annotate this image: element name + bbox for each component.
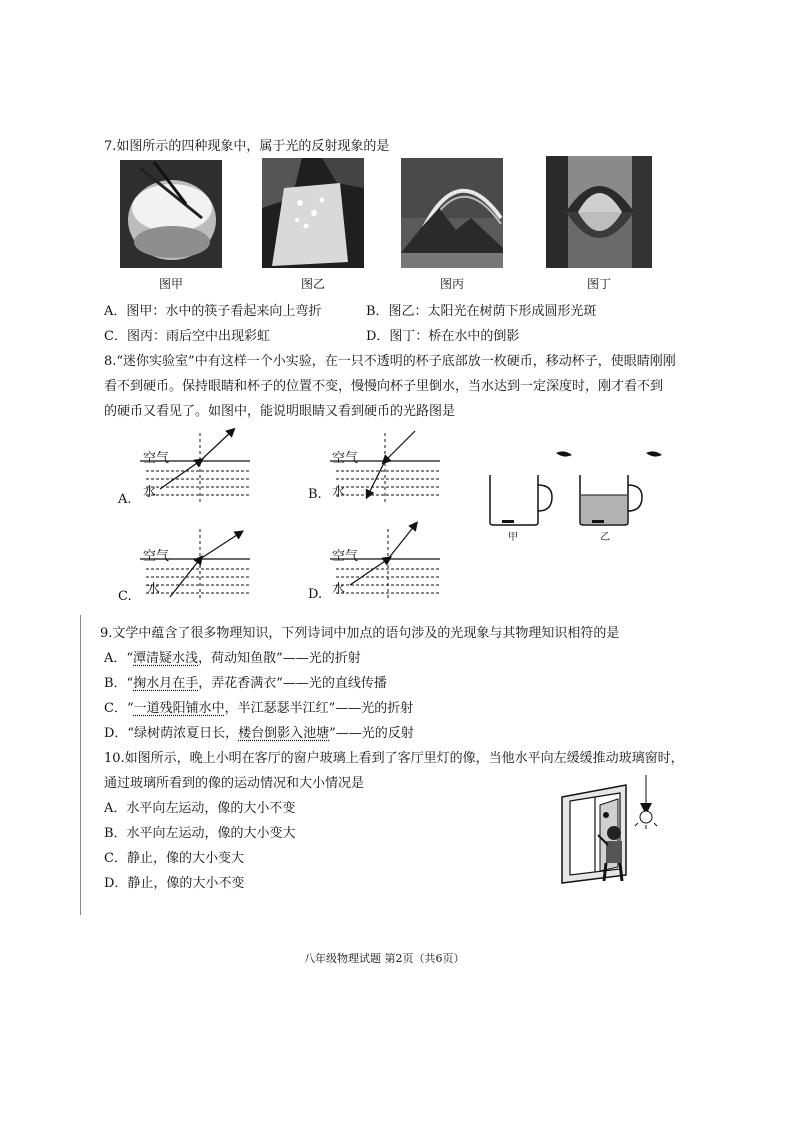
q9-option-a — [104, 647, 361, 666]
q9-option-d-dotted: 楼台倒影入池塘 — [238, 726, 330, 741]
caption-jia: 图甲 — [158, 277, 183, 291]
photo-rainbow — [401, 158, 503, 268]
eye-icon — [556, 451, 572, 456]
caption-yi: 图乙 — [300, 277, 325, 291]
q10-option-c: C．静止，像的大小变大 — [104, 851, 244, 866]
q7-option-c: C．图丙：雨后空中出现彩虹 — [104, 329, 270, 344]
diagram-b-air-label: 空气 — [332, 451, 359, 466]
q9-stem: 9.文学中蕴含了很多物理知识，下列诗词中加点的语句涉及的光现象与其物理知识相符的是 — [100, 626, 620, 641]
diagram-c-air-label: 空气 — [143, 549, 170, 564]
cup-label-jia: 甲 — [508, 532, 518, 543]
page-footer: 八年级物理试题 第2页（共6页） — [304, 952, 465, 965]
margin-line — [80, 615, 81, 915]
q9-option-c — [104, 697, 413, 716]
caption-ding: 图丁 — [586, 277, 611, 291]
q8-ray-diagrams — [110, 425, 670, 610]
q9-option-c-dotted: 一道残阳铺水中 — [133, 701, 225, 716]
q10-option-b: B．水平向左运动，像的大小变大 — [104, 826, 296, 841]
q9-option-b-rest: ，弄花香满衣”——光的直线传播 — [198, 676, 387, 691]
diagram-a — [140, 431, 250, 503]
q9-option-c-rest: ，半江瑟瑟半江红”——光的折射 — [224, 701, 414, 716]
diagram-cups — [490, 451, 662, 525]
diagram-d-water-label: 水 — [332, 582, 346, 597]
bowl-chopsticks-image — [120, 160, 222, 268]
eye-icon — [646, 451, 662, 456]
diagram-c-letter: C. — [118, 589, 132, 604]
q8-line1: 8.“迷你实验室”中有这样一个小实验，在一只不透明的杯子底部放一枚硬币，移动杯子，使眼睛刚刚 — [104, 354, 676, 369]
q8-line2: 看不到硬币。保持眼睛和杯子的位置不变，慢慢向杯子里倒水，当水达到一定深度时，刚才看不到 — [104, 379, 664, 394]
caption-bing: 图丙 — [439, 277, 464, 291]
diagram-a-letter: A. — [118, 492, 132, 507]
q7-option-d: D．图丁：桥在水中的倒影 — [366, 329, 520, 344]
q9-option-c-prefix: C．“ — [104, 701, 134, 716]
q9-option-b — [104, 672, 387, 691]
q9-option-a-rest: ，荷动知鱼散”——光的折射 — [198, 651, 361, 666]
q9-option-d — [104, 722, 414, 741]
diagram-d-air-label: 空气 — [332, 549, 359, 564]
diagram-a-air-label: 空气 — [143, 451, 170, 466]
q9-option-b-dotted: 掬水月在手 — [133, 676, 199, 691]
q7-stem: 7.如图所示的四种现象中，属于光的反射现象的是 — [104, 139, 390, 154]
q9-option-b-prefix: B．“ — [104, 676, 134, 691]
diagram-b-letter: B. — [308, 487, 322, 502]
diagram-a-water-label: 水 — [143, 485, 157, 500]
diagram-d-letter: D. — [308, 587, 323, 602]
tree-shade-image — [262, 158, 364, 268]
photo-bowl-chopsticks — [120, 160, 222, 268]
rainbow-image — [401, 158, 503, 268]
photo-tree-shade — [262, 158, 364, 268]
q10-line1: 10.如图所示，晚上小明在客厅的窗户玻璃上看到了客厅里灯的像，当他水平向左缓缓推动玻璃窗时， — [104, 751, 684, 766]
q8-line3: 的硬币又看见了。如图中，能说明眼睛又看到硬币的光路图是 — [104, 404, 456, 419]
q9-option-a-prefix: A．“ — [104, 651, 134, 666]
window-lamp-figure — [556, 775, 666, 887]
cup-label-yi: 乙 — [600, 532, 610, 543]
q9-option-d-prefix: D．“绿树荫浓夏日长， — [104, 726, 239, 741]
q10-option-d: D．静止，像的大小不变 — [104, 876, 245, 891]
q7-option-b: B．图乙：太阳光在树荫下形成圆形光斑 — [366, 304, 597, 319]
q7-option-a: A．图甲：水中的筷子看起来向上弯折 — [104, 304, 322, 319]
bridge-reflection-image — [546, 156, 652, 268]
q9-option-a-dotted: 潭清疑水浅 — [133, 651, 199, 666]
q10-option-a: A．水平向左运动，像的大小不变 — [104, 801, 296, 816]
q10-line2: 通过玻璃所看到的像的运动情况和大小情况是 — [104, 776, 365, 791]
photo-bridge-reflection — [546, 156, 652, 268]
q9-option-d-rest: ”——光的反射 — [329, 726, 414, 741]
diagram-b-water-label: 水 — [332, 485, 346, 500]
diagram-b — [330, 431, 440, 503]
diagram-c-water-label: 水 — [147, 582, 161, 597]
